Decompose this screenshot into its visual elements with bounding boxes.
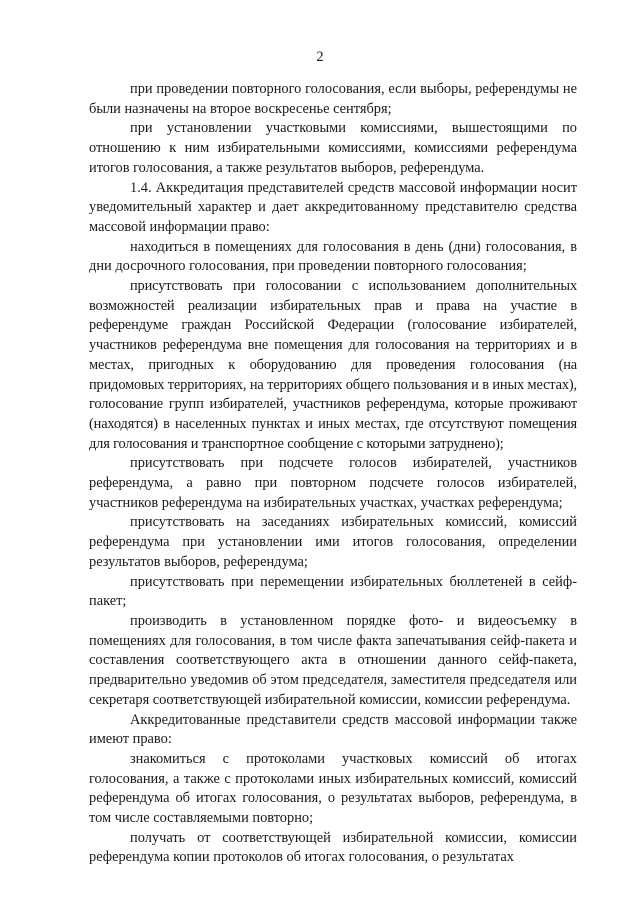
paragraph-right-photo-video: производить в установленном порядке фото- и видеосъемку в помещениях для голосования, в том числе факта запечатывания сейф-пакета и составления соответствующего акта в отношении данного сейф-пакета, предварительно уведомив об этом председателя, заместителя председателя или секретаря соответствующей избирательной комиссии, комиссии референдума. bbox=[89, 612, 577, 708]
paragraph-right-attend-voting: присутствовать при голосовании с использованием дополнительных возможностей реализации избирательных прав и права на участие в референдуме граждан Российской Федерации (голосование избирателей, участников референдума вне помещения для голосования на территориях и в местах, пригодных к оборудованию для проведения голосования (на придомовых территориях, на территориях общего пользования и в иных местах), голосование групп избирателей, участников референдума, которые проживают (находятся) в населенных пунктах и иных местах, где отсутствуют помещения для голосования и транспортное сообщение с которыми затруднено); bbox=[89, 278, 577, 452]
paragraph-accreditation-clause: 1.4. Аккредитация представителей средств массовой информации носит уведомительный характер и дает аккредитованному представителю средства массовой информации право: bbox=[89, 179, 577, 235]
paragraph-right-receive-copies: получать от соответствующей избирательной комиссии, комиссии референдума копии протоколов об итогах голосования, о результатах bbox=[89, 829, 577, 866]
document-body bbox=[89, 80, 577, 868]
paragraph-right-be-present-premises: находиться в помещениях для голосования в день (дни) голосования, в дни досрочного голосования, при проведении повторного голосования; bbox=[89, 238, 577, 275]
paragraph-repeat-voting: при проведении повторного голосования, если выборы, референдумы не были назначены на второе воскресенье сентября; bbox=[89, 81, 577, 117]
paragraph-right-ballot-transfer: присутствовать при перемещении избирательных бюллетеней в сейф-пакет; bbox=[89, 573, 577, 610]
paragraph-right-attend-meetings: присутствовать на заседаниях избирательных комиссий, комиссий референдума при установлении ими итогов голосования, определении результатов выборов, референдума; bbox=[89, 514, 577, 570]
page-number: 2 bbox=[316, 49, 324, 65]
paragraph-right-view-protocols: знакомиться с протоколами участковых комиссий об итогах голосования, а также с протоколами иных избирательных комиссий, комиссий референдума об итогах голосования, о результатах выборов, референдума, в том числе составляемыми повторно; bbox=[89, 750, 577, 827]
paragraph-additional-rights-intro: Аккредитованные представители средств массовой информации также имеют право: bbox=[89, 711, 577, 748]
paragraph-right-attend-counting: присутствовать при подсчете голосов избирателей, участников референдума, а равно при повторном подсчете голосов избирателей, участников референдума на избирательных участках, участках референдума; bbox=[89, 455, 577, 511]
paragraph-results-establishment: при установлении участковыми комиссиями, вышестоящими по отношению к ним избирательными комиссиями, комиссиями референдума итогов голосования, а также результатов выборов, референдума. bbox=[89, 120, 577, 176]
